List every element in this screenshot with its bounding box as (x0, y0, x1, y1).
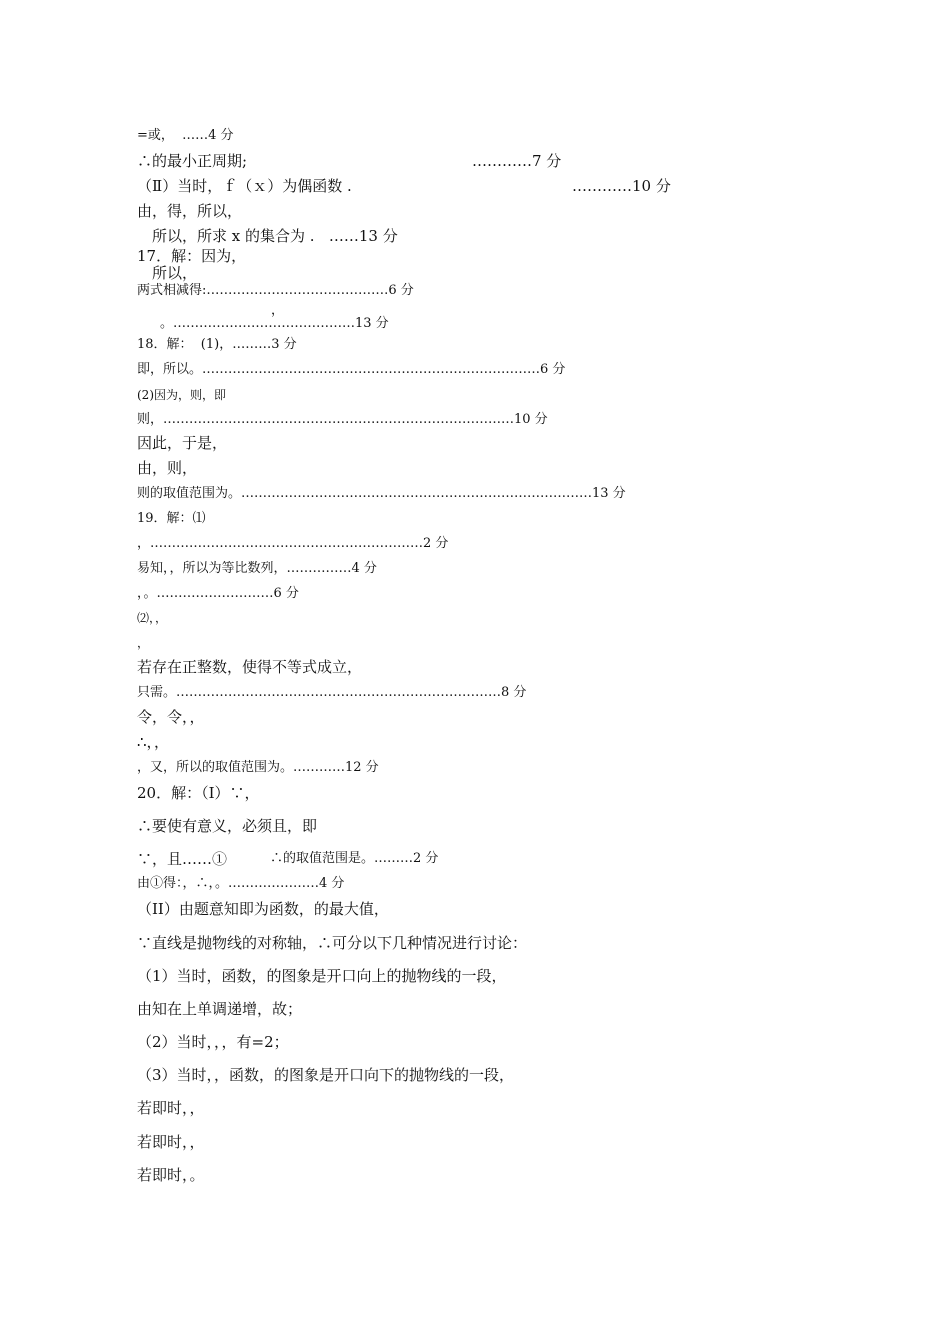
text-line: （2）当时，，，有=2； (137, 1033, 289, 1051)
text-line: (2)因为，则，即 (137, 388, 226, 402)
score-marker: …………10 分 (572, 177, 671, 195)
text-line: （II）由题意知即为函数，的最大值， (137, 900, 389, 918)
text-line: ∴，， (137, 733, 170, 751)
text-line: 则，………………………………………………………………………10 分 (137, 412, 548, 427)
text-line: 20．解：（I）∵， (137, 784, 260, 802)
text-line: 所以，所求 x 的集合为 . ……13 分 (152, 227, 398, 245)
text-line: 若即时，， (137, 1133, 205, 1151)
text-line: 若即时，。 (137, 1166, 205, 1184)
text-line: 由①得：，∴，。…………………4 分 (137, 876, 345, 891)
text-line: 令，令，， (137, 708, 205, 726)
text-line: 由，得，所以， (137, 202, 243, 220)
text-line: 则的取值范围为。………………………………………………………………………13 分 (137, 486, 626, 501)
text-line: ∵，且……① (137, 850, 228, 868)
text-line: 17．解：因为， (137, 247, 247, 265)
text-line: ⑵，， (137, 611, 168, 625)
text-line: 易知，，所以为等比数列，……………4 分 (137, 561, 377, 576)
score-marker: ∴的取值范围是。………2 分 (270, 851, 439, 866)
text-line: （3）当时，，函数，的图象是开口向下的抛物线的一段， (137, 1066, 515, 1084)
text-line: =或， ……4 分 (137, 128, 234, 143)
text-line: ， (137, 636, 150, 650)
text-line: 。……………………………………13 分 (160, 316, 389, 331)
text-line: 若即时，， (137, 1099, 205, 1117)
text-line: 若存在正整数，使得不等式成立， (137, 658, 363, 676)
text-line: ， (271, 303, 285, 318)
text-line: ∵直线是抛物线的对称轴，∴可分以下几种情况进行讨论： (137, 934, 528, 952)
text-line: 所以， (152, 264, 198, 282)
text-line: ，………………………………………………………2 分 (137, 536, 449, 551)
text-line: （1）当时，函数，的图象是开口向上的抛物线的一段， (137, 967, 507, 985)
score-marker: …………7 分 (472, 152, 562, 170)
text-line: 即，所以。……………………………………………………………………6 分 (137, 362, 566, 377)
text-line: 由知在上单调递增，故； (137, 1000, 303, 1018)
text-line: ∴的最小正周期; (137, 152, 248, 170)
text-line: 19．解：⑴ (137, 511, 206, 526)
text-line: 因此，于是， (137, 434, 228, 452)
text-line: ，。………………………6 分 (137, 586, 299, 601)
text-line: 18．解： (1)，………3 分 (137, 337, 297, 352)
text-line: 两式相减得:……………………………………6 分 (137, 283, 414, 298)
text-line: ∴要使有意义，必须且，即 (137, 817, 318, 835)
text-line: （Ⅱ）当时，ｆ（ｘ）为偶函数 . (137, 177, 352, 195)
text-line: 只需。…………………………………………………………………8 分 (137, 685, 527, 700)
text-line: 由，则， (137, 459, 198, 477)
text-line: ，又，所以的取值范围为。…………12 分 (137, 760, 379, 775)
